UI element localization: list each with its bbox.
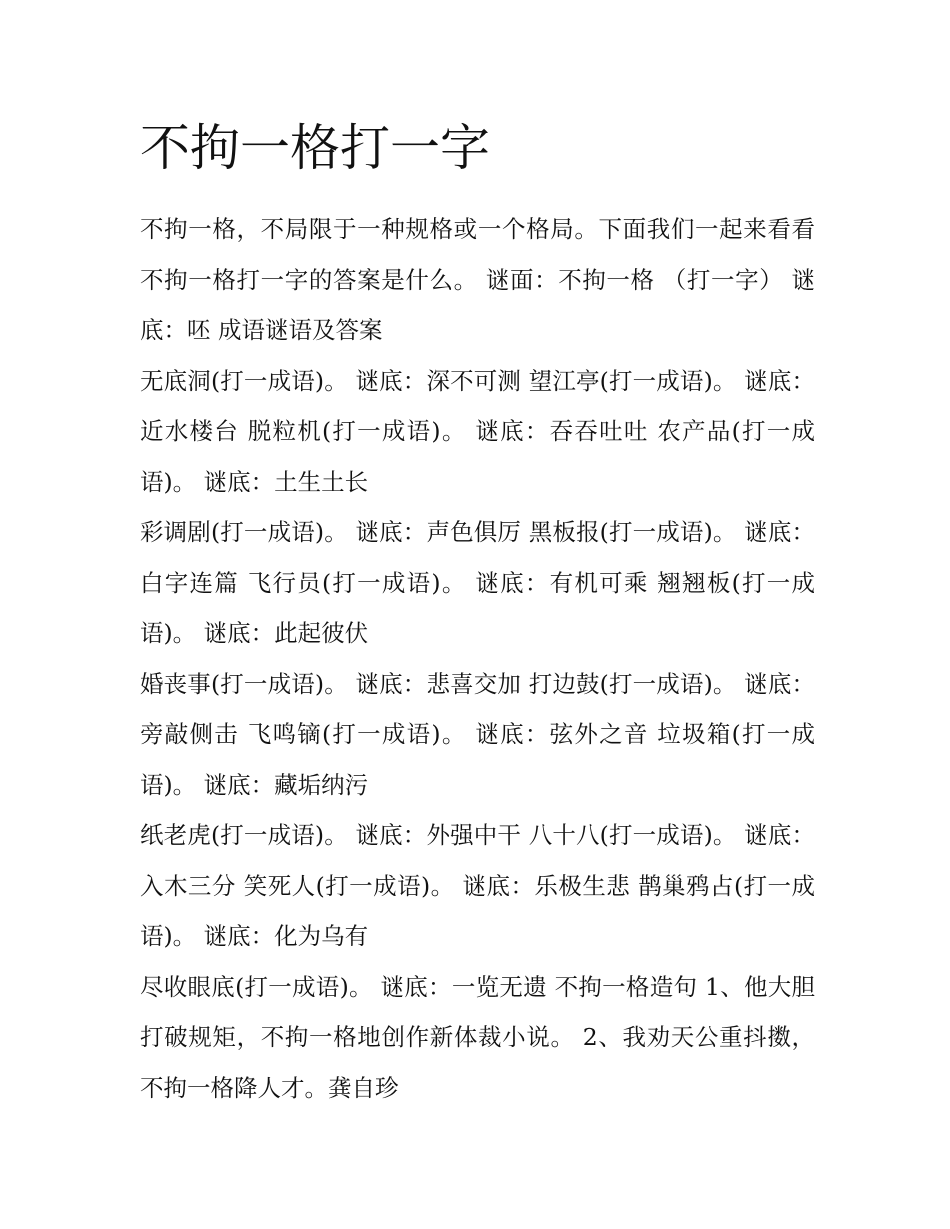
paragraph-intro: 不拘一格，不局限于一种规格或一个格局。下面我们一起来看看不拘一格打一字的答案是什么。 谜面：不拘一格 （打一字） 谜底：呸 成语谜语及答案 bbox=[140, 215, 815, 344]
paragraph-riddles-3: 婚丧事(打一成语)。 谜底：悲喜交加 打边鼓(打一成语)。 谜底：旁敲侧击 飞鸣镝(打一成语)。 谜底：弦外之音 垃圾箱(打一成语)。 谜底：藏垢纳污 bbox=[140, 669, 815, 799]
paragraph-riddles-2: 彩调剧(打一成语)。 谜底：声色俱厉 黑板报(打一成语)。 谜底：白字连篇 飞行员(打一成语)。 谜底：有机可乘 翘翘板(打一成语)。 谜底：此起彼伏 bbox=[140, 518, 815, 647]
document-page bbox=[140, 112, 815, 1113]
document-title: 不拘一格打一字 bbox=[140, 119, 490, 177]
paragraph-riddles-4: 纸老虎(打一成语)。 谜底：外强中干 八十八(打一成语)。 谜底：入木三分 笑死人(打一成语)。 谜底：乐极生悲 鹊巢鸦占(打一成语)。 谜底：化为乌有 bbox=[140, 821, 815, 950]
paragraph-sentences: 尽收眼底(打一成语)。 谜底：一览无遗 不拘一格造句 1、他大胆打破规矩，不拘一格地创作新体裁小说。 2、我劝天公重抖擞，不拘一格降人才。龚自珍 bbox=[140, 972, 815, 1102]
paragraph-riddles-1: 无底洞(打一成语)。 谜底：深不可测 望江亭(打一成语)。 谜底：近水楼台 脱粒机(打一成语)。 谜底：吞吞吐吐 农产品(打一成语)。 谜底：土生土长 bbox=[140, 366, 815, 496]
